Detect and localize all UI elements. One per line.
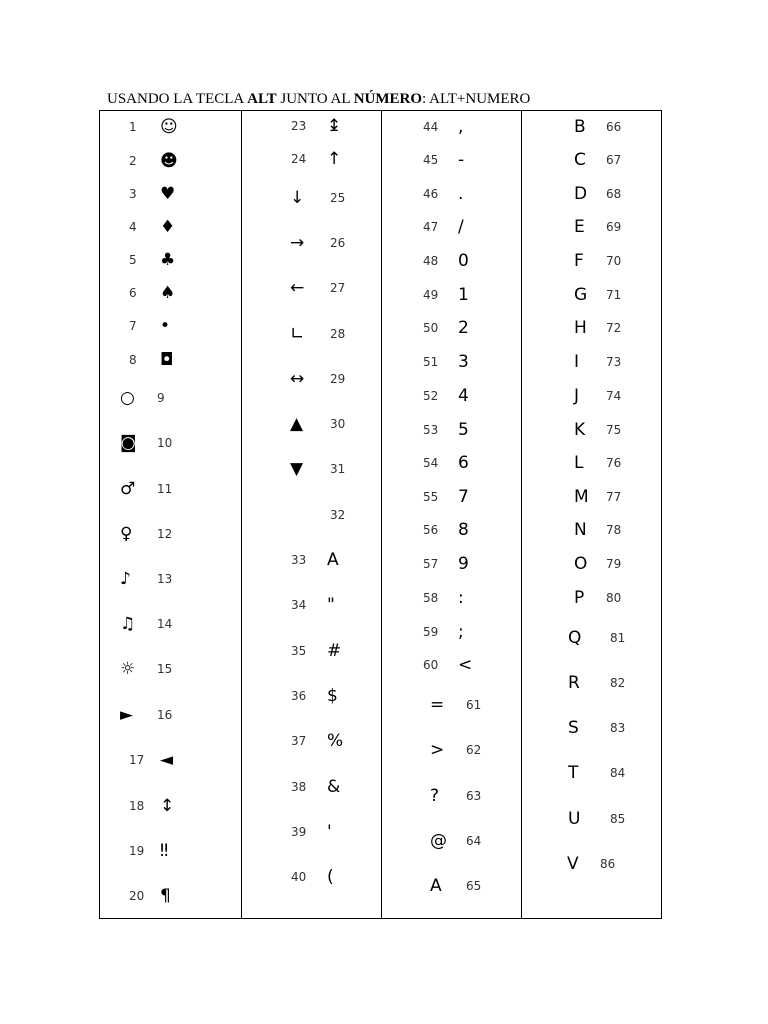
alt-code-number: 58 <box>423 591 439 605</box>
alt-code-character: ♪ <box>120 569 131 589</box>
alt-code-character: ♀ <box>120 524 133 544</box>
alt-code-number: 28 <box>330 327 346 341</box>
alt-code-entry <box>241 459 381 479</box>
alt-code-character: A <box>430 876 442 896</box>
alt-code-number: 36 <box>291 689 307 703</box>
alt-code-entry <box>241 822 381 842</box>
alt-code-character: ☺ <box>160 117 178 137</box>
alt-code-character: A <box>327 550 339 570</box>
alt-code-entry <box>521 718 661 738</box>
alt-code-number: 31 <box>330 462 346 476</box>
alt-code-character: 2 <box>458 318 469 338</box>
alt-code-number: 54 <box>423 456 439 470</box>
alt-code-number: 30 <box>330 417 346 431</box>
alt-code-character: ▲ <box>290 414 304 434</box>
alt-code-number: 53 <box>423 423 439 437</box>
alt-code-number: 86 <box>600 857 616 871</box>
alt-code-entry <box>241 686 381 706</box>
alt-code-character: M <box>574 487 589 507</box>
alt-code-entry <box>99 184 239 204</box>
alt-code-number: 18 <box>129 799 145 813</box>
alt-code-number: 34 <box>291 598 307 612</box>
alt-code-number: 8 <box>129 353 137 367</box>
alt-code-entry <box>99 479 239 499</box>
alt-code-character: 7 <box>458 487 469 507</box>
alt-code-number: 45 <box>423 153 439 167</box>
alt-code-entry <box>99 841 239 861</box>
alt-code-character: P <box>574 588 585 608</box>
alt-code-entry <box>381 740 521 760</box>
alt-code-character: & <box>327 777 341 797</box>
alt-code-number: 62 <box>466 743 482 757</box>
alt-code-entry <box>521 217 661 237</box>
alt-code-number: 4 <box>129 220 137 234</box>
alt-code-entry <box>241 324 381 344</box>
alt-code-entry <box>521 854 661 874</box>
alt-code-entry <box>99 283 239 303</box>
alt-code-number: 85 <box>610 812 626 826</box>
alt-code-character: ► <box>120 705 134 725</box>
alt-code-number: 64 <box>466 834 482 848</box>
alt-code-character: I <box>574 352 580 372</box>
alt-code-entry <box>99 433 239 453</box>
alt-code-character: S <box>568 718 579 738</box>
alt-code-character: < <box>458 655 473 675</box>
alt-code-number: 11 <box>157 482 173 496</box>
alt-code-character: T <box>568 763 579 783</box>
alt-code-number: 60 <box>423 658 439 672</box>
alt-code-character: ← <box>290 278 305 298</box>
alt-code-character: ▼ <box>290 459 304 479</box>
alt-code-character: E <box>574 217 585 237</box>
alt-code-number: 52 <box>423 389 439 403</box>
alt-code-entry <box>99 117 239 137</box>
alt-code-character: . <box>458 184 464 204</box>
alt-code-number: 66 <box>606 120 622 134</box>
alt-code-entry <box>521 628 661 648</box>
alt-code-character: ‼ <box>160 841 169 861</box>
alt-code-number: 46 <box>423 187 439 201</box>
alt-code-character: = <box>430 695 445 715</box>
alt-code-character: ☻ <box>160 151 178 171</box>
alt-code-character: 6 <box>458 453 469 473</box>
alt-code-entry <box>381 520 521 540</box>
alt-code-entry <box>99 151 239 171</box>
alt-code-number: 63 <box>466 789 482 803</box>
alt-code-entry <box>99 750 239 770</box>
alt-code-entry <box>521 318 661 338</box>
alt-code-number: 38 <box>291 780 307 794</box>
alt-code-number: 27 <box>330 281 346 295</box>
alt-code-number: 61 <box>466 698 482 712</box>
alt-code-entry <box>241 414 381 434</box>
alt-code-character: ↨ <box>327 116 342 136</box>
alt-code-entry <box>521 673 661 693</box>
alt-code-character: ↕ <box>160 796 175 816</box>
alt-code-number: 29 <box>330 372 346 386</box>
alt-code-number: 13 <box>157 572 173 586</box>
alt-code-entry <box>381 588 521 608</box>
alt-code-entry <box>521 150 661 170</box>
alt-code-number: 25 <box>330 191 346 205</box>
alt-code-character: 4 <box>458 386 469 406</box>
alt-code-entry <box>381 554 521 574</box>
alt-code-character: ( <box>327 867 334 887</box>
alt-code-number: 80 <box>606 591 622 605</box>
alt-code-entry <box>99 316 239 336</box>
alt-code-entry <box>381 487 521 507</box>
alt-code-number: 39 <box>291 825 307 839</box>
alt-code-entry <box>521 285 661 305</box>
alt-code-entry <box>521 554 661 574</box>
alt-code-character: ↔ <box>290 369 305 389</box>
alt-code-entry <box>521 184 661 204</box>
alt-code-entry <box>99 388 239 408</box>
alt-code-number: 50 <box>423 321 439 335</box>
alt-code-entry <box>381 117 521 137</box>
alt-code-character: : <box>458 588 464 608</box>
alt-code-entry <box>381 285 521 305</box>
alt-code-character: Q <box>568 628 582 648</box>
alt-code-number: 49 <box>423 288 439 302</box>
alt-code-character: ↑ <box>327 149 342 169</box>
alt-code-number: 55 <box>423 490 439 504</box>
alt-code-character: → <box>290 233 305 253</box>
alt-code-number: 17 <box>129 753 145 767</box>
alt-code-number: 10 <box>157 436 173 450</box>
alt-code-number: 75 <box>606 423 622 437</box>
alt-code-character: 5 <box>458 420 469 440</box>
alt-code-entry <box>381 352 521 372</box>
alt-code-number: 37 <box>291 734 307 748</box>
alt-code-character: ♫ <box>120 614 136 634</box>
title-bold-numero: NÚMERO <box>353 91 423 107</box>
alt-code-entry <box>381 386 521 406</box>
alt-code-number: 70 <box>606 254 622 268</box>
alt-code-character: ; <box>458 622 464 642</box>
alt-code-entry <box>241 641 381 661</box>
alt-code-character: K <box>574 420 586 440</box>
alt-code-number: 5 <box>129 253 137 267</box>
alt-code-character: $ <box>327 686 338 706</box>
alt-code-entry <box>521 251 661 271</box>
alt-code-number: 12 <box>157 527 173 541</box>
alt-code-entry <box>241 188 381 208</box>
alt-code-character: C <box>574 150 586 170</box>
alt-code-character: ? <box>430 786 440 806</box>
alt-code-character: ◄ <box>160 750 174 770</box>
alt-code-character: • <box>160 316 171 336</box>
alt-code-character: R <box>568 673 580 693</box>
alt-code-number: 79 <box>606 557 622 571</box>
alt-code-number: 32 <box>330 508 346 522</box>
alt-code-entry <box>99 659 239 679</box>
alt-code-number: 71 <box>606 288 622 302</box>
alt-code-entry <box>99 886 239 906</box>
alt-code-number: 1 <box>129 120 137 134</box>
alt-code-character: V <box>567 854 579 874</box>
alt-code-entry <box>241 731 381 751</box>
alt-code-entry <box>521 809 661 829</box>
alt-code-character: 9 <box>458 554 469 574</box>
alt-code-character: J <box>574 386 580 406</box>
alt-code-number: 57 <box>423 557 439 571</box>
alt-code-number: 81 <box>610 631 626 645</box>
alt-code-character: " <box>327 595 335 615</box>
alt-code-character: ↓ <box>290 188 305 208</box>
alt-code-character: G <box>574 285 588 305</box>
alt-code-character: B <box>574 117 586 137</box>
alt-code-character: ☼ <box>120 659 136 679</box>
alt-code-entry <box>521 453 661 473</box>
alt-code-entry <box>241 233 381 253</box>
alt-code-number: 72 <box>606 321 622 335</box>
alt-code-entry <box>99 250 239 270</box>
alt-code-number: 23 <box>291 119 307 133</box>
alt-code-character: / <box>458 217 464 237</box>
alt-code-entry <box>381 453 521 473</box>
alt-code-number: 67 <box>606 153 622 167</box>
alt-code-character: 3 <box>458 352 469 372</box>
alt-code-entry <box>381 831 521 851</box>
alt-code-entry <box>381 420 521 440</box>
alt-code-number: 73 <box>606 355 622 369</box>
alt-code-entry <box>381 251 521 271</box>
alt-code-character: ♠ <box>160 283 176 303</box>
alt-code-number: 77 <box>606 490 622 504</box>
alt-code-entry <box>241 369 381 389</box>
title-text: JUNTO AL <box>276 91 354 107</box>
alt-code-number: 69 <box>606 220 622 234</box>
alt-code-number: 78 <box>606 523 622 537</box>
alt-code-character: ♦ <box>160 217 176 237</box>
page-title <box>107 91 530 108</box>
alt-code-number: 47 <box>423 220 439 234</box>
alt-code-entry <box>99 569 239 589</box>
alt-code-entry <box>521 352 661 372</box>
alt-code-entry <box>381 150 521 170</box>
alt-code-entry <box>521 763 661 783</box>
title-text: USANDO LA TECLA <box>107 91 248 107</box>
alt-code-number: 82 <box>610 676 626 690</box>
alt-code-number: 6 <box>129 286 137 300</box>
alt-code-entry <box>381 876 521 896</box>
alt-code-character: ♣ <box>160 250 176 270</box>
alt-code-character: F <box>574 251 584 271</box>
alt-code-character: - <box>458 150 465 170</box>
alt-code-entry <box>381 217 521 237</box>
alt-code-character: O <box>574 554 588 574</box>
alt-code-entry <box>99 705 239 725</box>
alt-code-character: L <box>574 453 584 473</box>
alt-code-character: 8 <box>458 520 469 540</box>
alt-code-character: > <box>430 740 445 760</box>
alt-code-character: , <box>458 117 464 137</box>
alt-code-entry <box>521 117 661 137</box>
alt-code-number: 65 <box>466 879 482 893</box>
alt-code-number: 56 <box>423 523 439 537</box>
title-text: : ALT+NUMERO <box>422 91 531 107</box>
alt-code-number: 19 <box>129 844 145 858</box>
alt-code-entry <box>241 595 381 615</box>
alt-code-entry <box>521 420 661 440</box>
alt-code-character: @ <box>430 831 447 851</box>
alt-code-character: U <box>568 809 581 829</box>
alt-code-entry <box>99 524 239 544</box>
alt-code-character: H <box>574 318 587 338</box>
alt-code-entry <box>381 786 521 806</box>
alt-code-number: 9 <box>157 391 165 405</box>
alt-code-entry <box>241 777 381 797</box>
alt-code-number: 84 <box>610 766 626 780</box>
alt-code-entry <box>381 622 521 642</box>
alt-code-character: ∟ <box>290 324 305 344</box>
alt-code-number: 7 <box>129 319 137 333</box>
alt-code-number: 16 <box>157 708 173 722</box>
alt-code-entry <box>381 184 521 204</box>
alt-code-character: ' <box>327 822 332 842</box>
alt-code-entry <box>381 695 521 715</box>
alt-code-number: 3 <box>129 187 137 201</box>
alt-code-number: 44 <box>423 120 439 134</box>
alt-code-number: 15 <box>157 662 173 676</box>
alt-code-number: 76 <box>606 456 622 470</box>
alt-code-number: 2 <box>129 154 137 168</box>
alt-code-number: 26 <box>330 236 346 250</box>
alt-code-number: 24 <box>291 152 307 166</box>
alt-code-character: ♂ <box>120 479 136 499</box>
alt-code-entry <box>99 217 239 237</box>
title-bold-alt: ALT <box>247 91 277 107</box>
alt-code-entry <box>99 614 239 634</box>
alt-code-character: ◘ <box>160 350 174 370</box>
alt-code-entry <box>241 149 381 169</box>
alt-code-character: 0 <box>458 251 469 271</box>
alt-code-entry <box>99 796 239 816</box>
alt-code-character: ○ <box>120 388 135 408</box>
alt-code-number: 48 <box>423 254 439 268</box>
alt-code-number: 51 <box>423 355 439 369</box>
alt-code-character: 1 <box>458 285 469 305</box>
alt-code-character: D <box>574 184 588 204</box>
alt-code-character: ◙ <box>120 433 137 453</box>
alt-code-number: 14 <box>157 617 173 631</box>
alt-code-entry <box>521 588 661 608</box>
alt-code-number: 35 <box>291 644 307 658</box>
alt-code-number: 74 <box>606 389 622 403</box>
alt-code-character: # <box>327 641 342 661</box>
alt-code-entry <box>521 520 661 540</box>
alt-code-number: 59 <box>423 625 439 639</box>
alt-code-entry <box>521 487 661 507</box>
alt-code-number: 40 <box>291 870 307 884</box>
alt-code-character: % <box>327 731 344 751</box>
alt-code-number: 20 <box>129 889 145 903</box>
alt-code-entry <box>241 867 381 887</box>
alt-code-character: ¶ <box>160 886 171 906</box>
alt-code-entry <box>521 386 661 406</box>
alt-code-entry <box>241 550 381 570</box>
alt-code-entry <box>381 655 521 675</box>
alt-code-entry <box>241 505 381 525</box>
alt-code-number: 68 <box>606 187 622 201</box>
alt-code-entry <box>241 278 381 298</box>
alt-code-number: 83 <box>610 721 626 735</box>
alt-code-entry <box>99 350 239 370</box>
alt-code-entry <box>241 116 381 136</box>
alt-code-character: ♥ <box>160 184 176 204</box>
alt-code-entry <box>381 318 521 338</box>
alt-code-character: N <box>574 520 587 540</box>
alt-code-number: 33 <box>291 553 307 567</box>
